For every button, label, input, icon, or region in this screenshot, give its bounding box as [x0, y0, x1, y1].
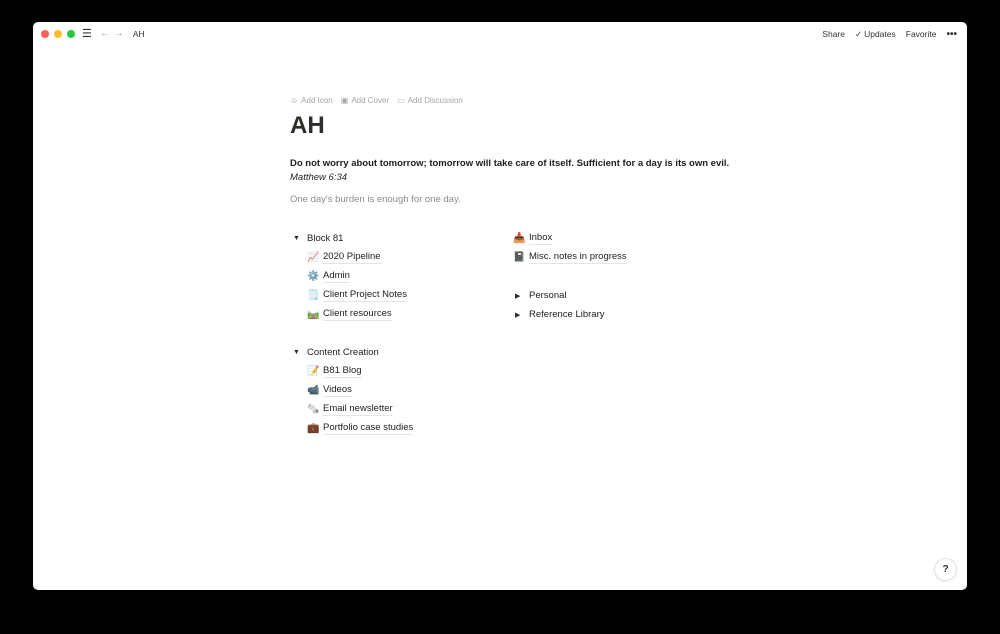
close-window-button[interactable] [41, 30, 49, 38]
smiley-icon: ☺ [290, 95, 299, 105]
breadcrumb-page-title[interactable]: AH [132, 29, 145, 39]
page-link-misc-notes[interactable] [513, 248, 733, 267]
page-link-portfolio-case-studies[interactable] [290, 419, 500, 438]
page-link-label: Email newsletter [323, 403, 393, 414]
toggle-collapsed-icon[interactable]: ▶ [515, 311, 521, 319]
app-window [33, 22, 967, 590]
toggle-collapsed-icon[interactable]: ▶ [515, 292, 521, 300]
page-link-label: B81 Blog [323, 365, 362, 376]
toggle-reference-library[interactable] [513, 305, 733, 324]
briefcase-icon: 💼 [307, 423, 320, 434]
notebook-icon: 📓 [513, 252, 526, 263]
notepad-icon: 🗒️ [307, 290, 320, 301]
forward-arrow-icon[interactable]: → [113, 28, 124, 39]
comment-icon: ▭ [397, 95, 405, 105]
quote-text[interactable]: Do not worry about tomorrow; tomorrow will take care of itself. Sufficient for a day is its own evil. [290, 158, 730, 169]
note-text[interactable]: One day's burden is enough for one day. [290, 194, 461, 205]
newspaper-icon: 🗞️ [307, 404, 320, 415]
page-link-videos[interactable] [290, 381, 500, 400]
quote-citation[interactable]: Matthew 6:34 [290, 172, 348, 183]
back-arrow-icon[interactable]: ← [99, 28, 110, 39]
page-title[interactable]: AH [290, 112, 325, 139]
more-options-icon[interactable]: ••• [946, 28, 957, 40]
window-controls [41, 30, 75, 38]
video-camera-icon: 📹 [307, 385, 320, 396]
title-bar [33, 22, 967, 46]
road-icon: 🛤️ [307, 309, 320, 320]
topbar-actions [822, 22, 957, 46]
right-column [513, 229, 733, 324]
page-link-b81-blog[interactable] [290, 362, 500, 381]
page-actions [290, 94, 770, 106]
page-link-client-project-notes[interactable] [290, 286, 500, 305]
page-link-label: Inbox [529, 232, 553, 243]
page-link-inbox[interactable] [513, 229, 733, 248]
page-link-admin[interactable] [290, 267, 500, 286]
memo-icon: 📝 [307, 366, 320, 377]
page-link-label: Client resources [323, 308, 392, 319]
add-icon-button[interactable] [290, 96, 333, 105]
favorite-button[interactable]: Favorite [905, 29, 937, 39]
spacer [513, 267, 733, 286]
page-header [290, 94, 770, 205]
toggle-label: Content Creation [307, 347, 379, 358]
spacer [290, 324, 500, 343]
page-link-label: Videos [323, 384, 352, 395]
help-button[interactable]: ? [935, 559, 956, 580]
toggle-content-creation[interactable] [290, 343, 500, 362]
hamburger-menu-icon[interactable]: ☰ [82, 27, 92, 40]
page-link-label: 2020 Pipeline [323, 251, 381, 262]
page-link-email-newsletter[interactable] [290, 400, 500, 419]
toggle-label: Personal [529, 290, 567, 301]
add-icon-label: Add Icon [301, 95, 333, 105]
page-link-label: Admin [323, 270, 350, 281]
checkmark-icon: ✓ [854, 28, 863, 39]
gear-icon: ⚙️ [307, 271, 320, 282]
updates-button[interactable] [855, 29, 896, 40]
toggle-block-81[interactable] [290, 229, 500, 248]
page-link-client-resources[interactable] [290, 305, 500, 324]
toggle-label: Reference Library [529, 309, 605, 320]
maximize-window-button[interactable] [67, 30, 75, 38]
add-discussion-button[interactable] [397, 96, 463, 105]
page-link-label: Portfolio case studies [323, 422, 414, 433]
minimize-window-button[interactable] [54, 30, 62, 38]
image-icon: ▣ [340, 95, 349, 105]
toggle-label: Block 81 [307, 233, 344, 244]
share-button[interactable]: Share [822, 29, 845, 39]
toggle-expanded-icon[interactable]: ▼ [293, 235, 300, 242]
page-link-label: Client Project Notes [323, 289, 407, 300]
add-cover-label: Add Cover [351, 95, 390, 105]
add-cover-button[interactable] [341, 96, 389, 105]
toggle-expanded-icon[interactable]: ▼ [293, 349, 300, 356]
page-link-label: Misc. notes in progress [529, 251, 627, 262]
page-link-2020-pipeline[interactable] [290, 248, 500, 267]
updates-label: Updates [864, 28, 896, 39]
inbox-tray-icon: 📥 [513, 233, 526, 244]
toggle-personal[interactable] [513, 286, 733, 305]
add-discussion-label: Add Discussion [407, 95, 463, 105]
chart-increasing-icon: 📈 [307, 252, 320, 263]
left-column [290, 229, 500, 438]
